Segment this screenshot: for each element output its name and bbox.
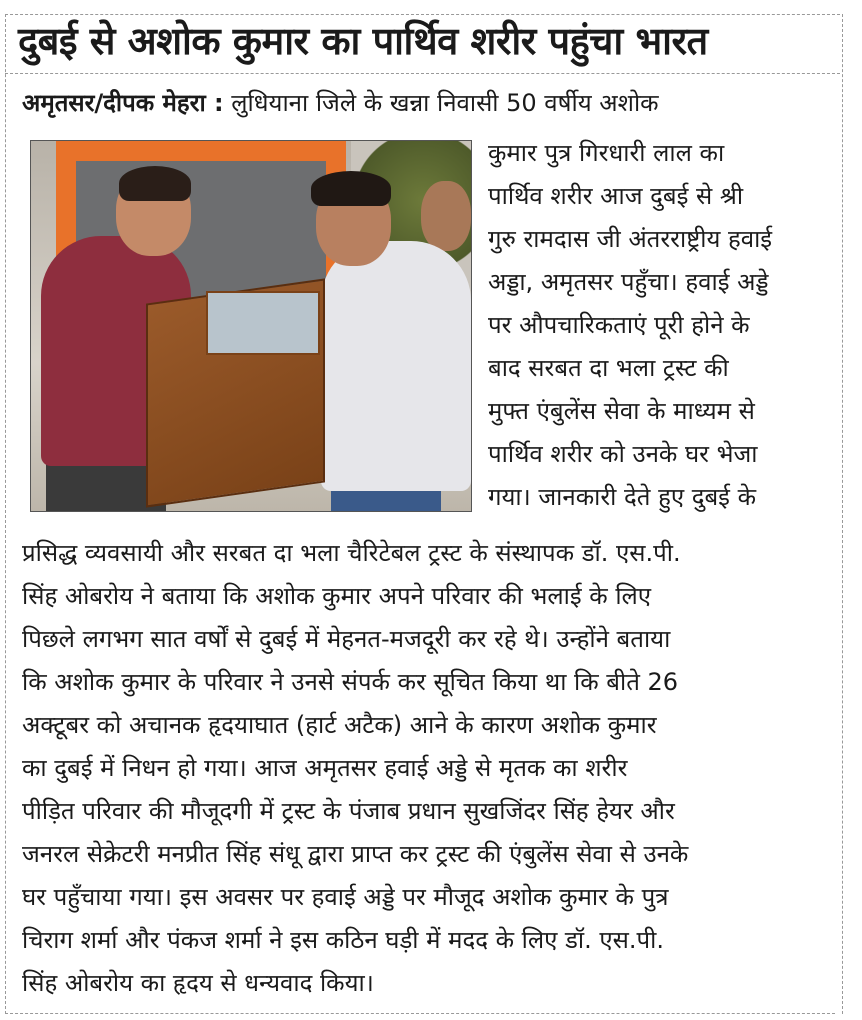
byline: अमृतसर/दीपक मेहरा :	[22, 89, 224, 117]
text-line: सिंह ओबरोय ने बताया कि अशोक कुमार अपने परिवार की भलाई के लिए	[22, 582, 652, 610]
text-line: मुफ्त एंबुलेंस सेवा के माध्यम से	[488, 397, 755, 425]
divider-bottom	[5, 1013, 835, 1014]
news-photo	[30, 140, 472, 512]
body-text	[22, 532, 688, 1005]
right-column-text	[488, 132, 772, 519]
divider-left	[5, 14, 6, 1014]
text-line: चिराग शर्मा और पंकज शर्मा ने इस कठिन घड़ी में मदद के लिए डॉ. एस.पी.	[22, 926, 664, 954]
text-line: अक्टूबर को अचानक हृदयाघात (हार्ट अटैक) आने के कारण अशोक कुमार	[22, 711, 657, 739]
text-line: घर पहुँचाया गया। इस अवसर पर हवाई अड्डे पर मौजूद अशोक कुमार के पुत्र	[22, 883, 669, 911]
text-line: पीड़ित परिवार की मौजूदगी में ट्रस्ट के पंजाब प्रधान सुखजिंदर सिंह हेयर और	[22, 797, 675, 825]
text-line: पार्थिव शरीर आज दुबई से श्री	[488, 182, 744, 210]
text-line: बाद सरबत दा भला ट्रस्ट की	[488, 354, 729, 382]
text-line: गुरु रामदास जी अंतरराष्ट्रीय हवाई	[488, 225, 773, 253]
text-line: प्रसिद्ध व्यवसायी और सरबत दा भला चैरिटेबल ट्रस्ट के संस्थापक डॉ. एस.पी.	[22, 539, 681, 567]
divider-under-headline	[5, 73, 840, 74]
lead-text: लुधियाना जिले के खन्ना निवासी 50 वर्षीय अशोक	[231, 89, 659, 117]
divider-right	[842, 14, 843, 1014]
byline-line	[22, 86, 659, 119]
text-line: जनरल सेक्रेटरी मनप्रीत सिंह संधू द्वारा प्राप्त कर ट्रस्ट की एंबुलेंस सेवा से उनके	[22, 840, 689, 868]
text-line: पर औपचारिकताएं पूरी होने के	[488, 311, 750, 339]
text-line: गया। जानकारी देते हुए दुबई के	[488, 483, 757, 511]
text-line: सिंह ओबरोय का हृदय से धन्यवाद किया।	[22, 969, 374, 997]
text-line: अड्डा, अमृतसर पहुँचा। हवाई अड्डे	[488, 268, 769, 296]
text-line: कुमार पुत्र गिरधारी लाल का	[488, 139, 725, 167]
text-line: का दुबई में निधन हो गया। आज अमृतसर हवाई अड्डे से मृतक का शरीर	[22, 754, 628, 782]
text-line: पार्थिव शरीर को उनके घर भेजा	[488, 440, 758, 468]
headline: दुबई से अशोक कुमार का पार्थिव शरीर पहुंचा भारत	[18, 19, 708, 63]
text-line: पिछले लगभग सात वर्षों से दुबई में मेहनत-मजदूरी कर रहे थे। उन्होंने बताया	[22, 625, 671, 653]
text-line: कि अशोक कुमार के परिवार ने उनसे संपर्क कर सूचित किया था कि बीते 26	[22, 668, 679, 696]
